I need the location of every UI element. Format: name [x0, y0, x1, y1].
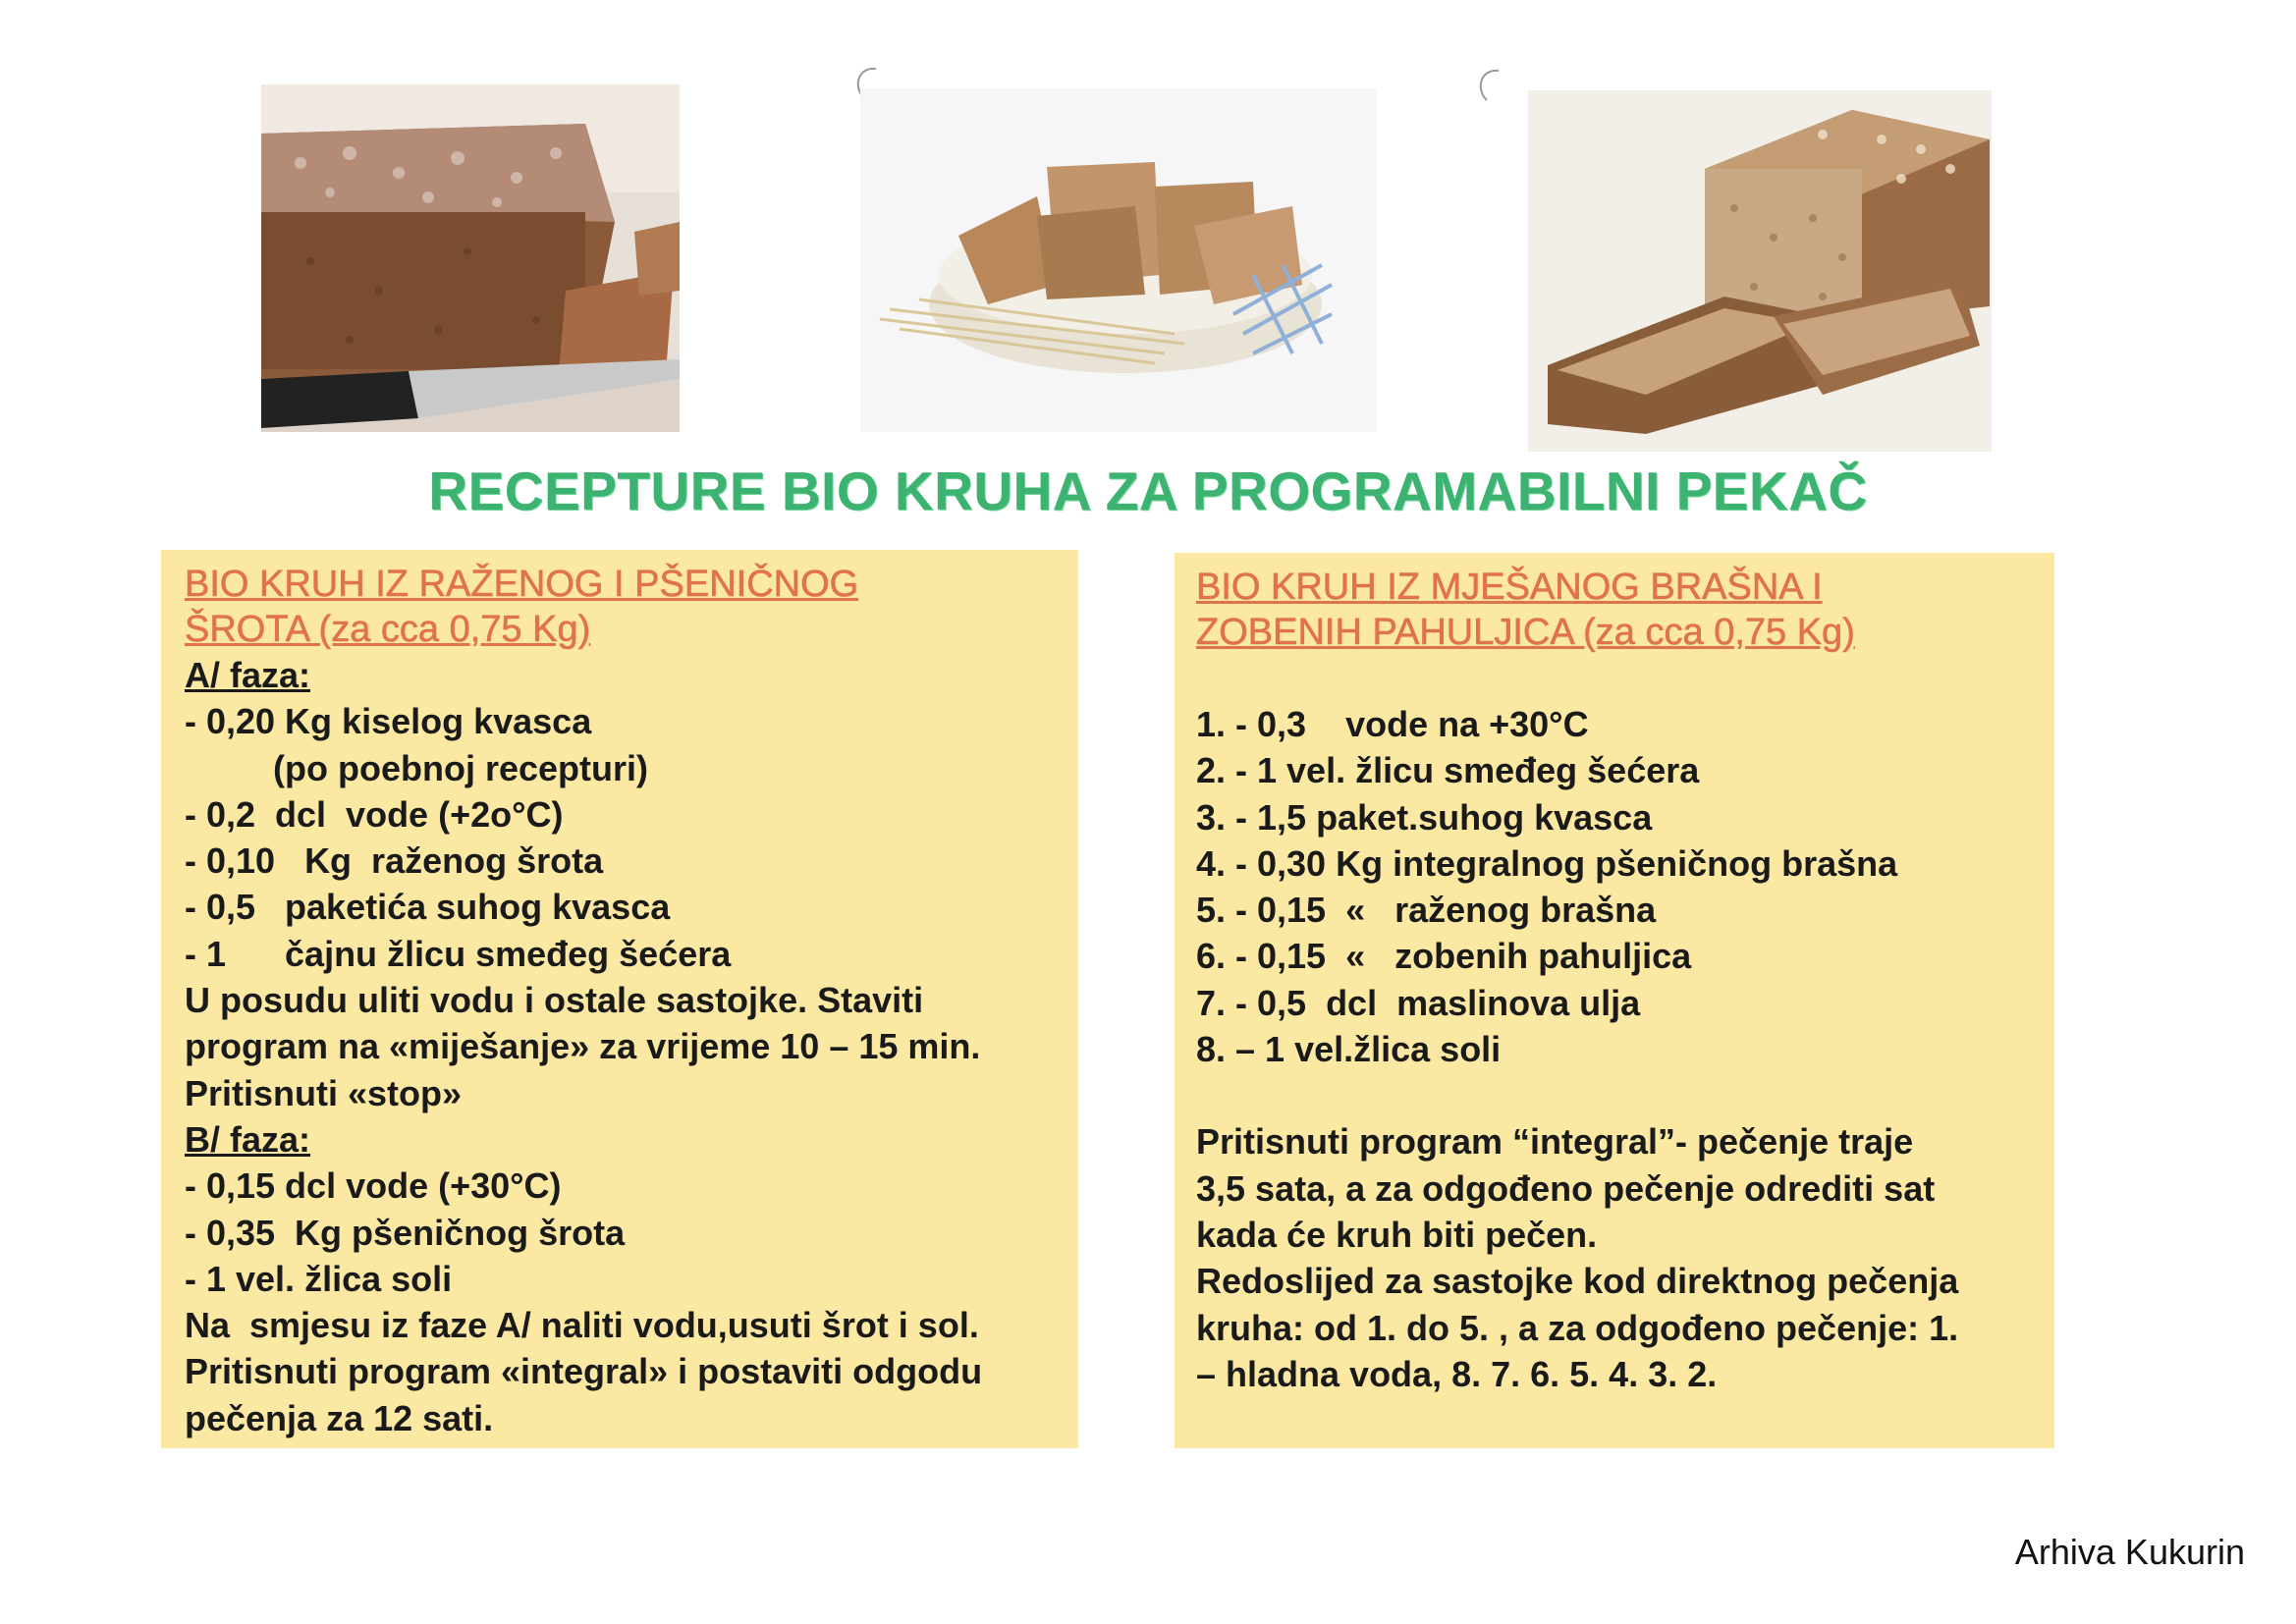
ingredient-line: - 0,10 Kg raženog šrota: [185, 840, 604, 882]
ingredient-line: 1. - 0,3 vode na +30°C: [1196, 704, 1589, 744]
recipe-heading: BIO KRUH IZ MJEŠANOG BRAŠNA I: [1196, 567, 1823, 608]
ingredient-line: 3. - 1,5 paket.suhog kvasca: [1196, 796, 1653, 838]
instruction-line: – hladna voda, 8. 7. 6. 5. 4. 3. 2.: [1196, 1353, 1718, 1394]
instruction-line: Redoslijed za sastojke kod direktnog pečenja: [1196, 1261, 1959, 1302]
instruction-line: Pritisnuti «stop»: [185, 1072, 463, 1113]
instruction-line: kruha: od 1. do 5. , a za odgođeno pečenje: 1.: [1196, 1307, 1959, 1348]
page-title: RECEPTURE BIO KRUHA ZA PROGRAMABILNI PEKAČ: [428, 460, 1868, 521]
recipe-heading: ZOBENIH PAHULJICA (za cca 0,75 Kg): [1196, 612, 1855, 653]
seeded-bread-loaf-photo: [1528, 90, 1992, 452]
instruction-line: 3,5 sata, a za odgođeno pečenje odrediti sat: [1196, 1167, 1936, 1209]
ingredient-line: 8. – 1 vel.žlica soli: [1196, 1029, 1502, 1070]
bread-slices-basket-photo: [860, 88, 1377, 432]
archive-credit: Arhiva Kukurin: [2014, 1532, 2245, 1572]
phase-label: A/ faza:: [185, 655, 311, 695]
recipe-heading: BIO KRUH IZ RAŽENOG I PŠENIČNOG: [185, 564, 859, 605]
ingredient-line: 4. - 0,30 Kg integralnog pšeničnog brašna: [1196, 842, 1898, 884]
instruction-line: pečenja za 12 sati.: [185, 1397, 494, 1438]
rye-bread-loaf-photo: [261, 84, 680, 432]
instruction-line: program na «miješanje» za vrijeme 10 – 15 min.: [185, 1026, 981, 1067]
recipe-card-rye-wheat: [161, 550, 1078, 1448]
ingredient-line: 6. - 0,15 « zobenih pahuljica: [1196, 936, 1692, 977]
ingredient-line: - 0,15 dcl vode (+30°C): [185, 1165, 562, 1207]
ingredient-line: - 1 čajnu žlicu smeđeg šećera: [185, 933, 732, 974]
ingredient-line: - 0,2 dcl vode (+2o°C): [185, 793, 564, 835]
ingredient-line: - 0,20 Kg kiselog kvasca: [185, 701, 592, 742]
ingredient-line: 5. - 0,15 « raženog brašna: [1196, 890, 1657, 931]
instruction-line: Pritisnuti program «integral» i postaviti odgodu: [185, 1351, 983, 1392]
recipe-heading: ŠROTA (za cca 0,75 Kg): [185, 609, 591, 650]
punch-mark: [1469, 65, 1508, 108]
ingredient-line: 2. - 1 vel. žlicu smeđeg šećera: [1196, 750, 1700, 791]
ingredient-line: - 1 vel. žlica soli: [185, 1258, 453, 1299]
instruction-line: Na smjesu iz faze A/ naliti vodu,usuti šrot i sol.: [185, 1305, 979, 1346]
phase-label: B/ faza:: [185, 1118, 311, 1160]
ingredient-line: - 0,35 Kg pšeničnog šrota: [185, 1212, 626, 1253]
ingredient-line: 7. - 0,5 dcl maslinova ulja: [1196, 982, 1641, 1023]
instruction-line: U posudu uliti vodu i ostale sastojke. Staviti: [185, 980, 924, 1021]
ingredient-line: - 0,5 paketića suhog kvasca: [185, 887, 671, 928]
ingredient-line: (po poebnoj recepturi): [185, 747, 649, 788]
recipe-card-mixed-flour-oats: [1175, 553, 2054, 1448]
instruction-line: kada će kruh biti pečen.: [1196, 1214, 1598, 1255]
instruction-line: Pritisnuti program “integral”- pečenje traje: [1196, 1121, 1914, 1163]
